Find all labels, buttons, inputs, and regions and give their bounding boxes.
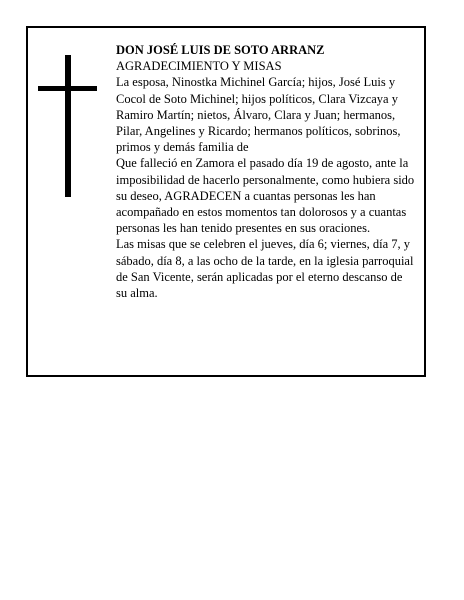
cross-vertical-bar [65, 55, 71, 197]
masses-paragraph: Las misas que se celebren el jueves, día 6; viernes, día 7, y sábado, día 8, a las ocho de la tarde, en la iglesia parroquial de San Vicente, serán aplicadas por el eterno descanso de su alma. [116, 237, 414, 301]
obituary-notice [26, 26, 426, 377]
notice-heading: AGRADECIMIENTO Y MISAS [116, 59, 282, 74]
family-paragraph: La esposa, Ninostka Michinel García; hijos, José Luis y Cocol de Soto Michinel; hijos políticos, Clara Vizcaya y Ramiro Martín; nietos, Álvaro, Clara y Juan; hermanos, Pilar, Angelines y Ricardo; hermanos políticos, sobrinos, primos y demás familia de [116, 75, 401, 155]
notice-text [116, 42, 416, 301]
cross-horizontal-bar [38, 86, 97, 91]
deceased-name: DON JOSÉ LUIS DE SOTO ARRANZ [116, 43, 325, 57]
thanks-paragraph: Que falleció en Zamora el pasado día 19 de agosto, ante la imposibilidad de hacerlo personalmente, como hubiera sido su deseo, AGRADECEN a cuantas personas les han acompañado en estos momentos tan dolorosos y a cuantas personas les han tenido presentes en sus oraciones. [116, 156, 415, 236]
